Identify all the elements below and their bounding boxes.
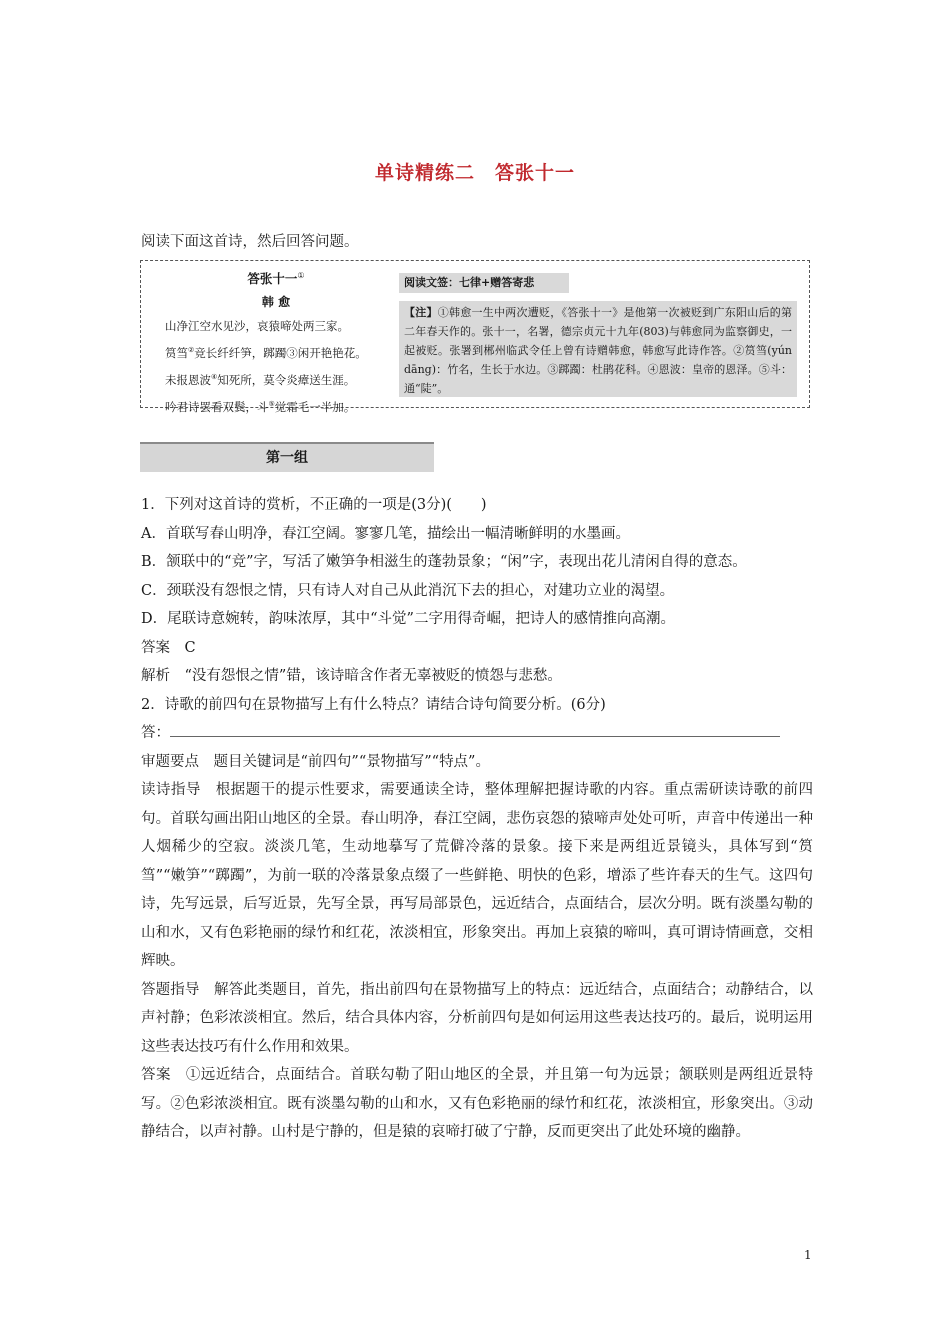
analysis-1: 解析 “没有怨恨之情”错，该诗暗含作者无辜被贬的愤怨与悲愁。 (141, 668, 562, 684)
answer-2: 答案 ①远近结合，点面结合。首联勾勒了阳山地区的全景，并且第一句为远景；颔联则是两组近景特写。②色彩浓淡相宜。既有淡墨勾勒的山和水，又有色彩艳丽的绿竹和红花，浓淡相宜，形象突出。③动静结合，以声衬静。山村是宁静的，但是猿的哀啼打破了宁静，反而更突出了此处环境的幽静。 (141, 1067, 813, 1140)
intro-text: 阅读下面这首诗，然后回答问题。 (141, 234, 359, 250)
answer-underline (170, 722, 780, 737)
question-1-stem: 1．下列对这首诗的赏析，不正确的一项是(3分)( ) (141, 497, 487, 513)
question-2-stem: 2．诗歌的前四句在景物描写上有什么特点？请结合诗句简要分析。(6分) (141, 696, 606, 713)
poem-line: 吟君诗罢看双鬓，斗⑤觉霜毛一半加。 (165, 399, 356, 414)
reading-guide: 读诗指导 根据题干的提示性要求，需要通读全诗，整体理解把握诗歌的内容。重点需研读诗歌的前四句。首联勾画出阳山地区的全景。春山明净，春江空阔，悲伤哀怨的猿啼声处处可听，声音中传递出一种人烟稀少的空寂。淡淡几笔，生动地摹写了荒僻冷落的景象。接下来是两组近景镜头，具体写到“筼筜”“嫩笋”“踯躅”，为前一联的冷落景象点缀了一些鲜艳、明快的色彩，增添了些许春天的生气。这四句诗，先写远景，后写近景，先写全景，再写局部景色，远近结合，点面结合，层次分明。既有淡墨勾勒的山和水，又有色彩艳丽的绿竹和红花，浓淡相宜，形象突出。再加上哀猿的啼叫，真可谓诗情画意，交相辉映。 (141, 782, 813, 969)
answer-guide: 答题指导 解答此类题目，首先，指出前四句在景物描写上的特点：远近结合，点面结合；动静结合，以声衬静；色彩浓淡相宜。然后，结合具体内容，分析前四句是如何运用这些表达技巧的。最后，说明运用这些表达技巧有什么作用和效果。 (141, 981, 813, 1055)
poem-line: 山净江空水见沙，哀猿啼处两三家。 (165, 319, 349, 333)
page-title: 单诗精练二 答张十一 (374, 162, 575, 184)
poem-line: 筼筜②竞长纤纤笋，踯躅③闲开艳艳花。 (165, 345, 367, 360)
option-d: D．尾联诗意婉转，韵味浓厚，其中“斗觉”二字用得奇崛，把诗人的感情推向高潮。 (141, 611, 675, 627)
poem-notes: 【注】①韩愈一生中两次遭贬，《答张十一》是他第一次被贬到广东阳山后的第二年春天作的。张十一，名署，德宗贞元十九年(803)与韩愈同为监察御史，一起被贬。张署到郴州临武令任上曾有诗赠韩愈，韩愈写此诗作答。②筼筜(yún dāng)：竹名，生长于水边。③踯躅：杜鹃花科。④恩波：皇帝的恩泽。⑤斗：通“陡”。 (399, 301, 797, 397)
reading-tag: 阅读文签：七律+赠答寄悲 (399, 273, 569, 293)
answer-1: 答案 C (141, 639, 196, 656)
answer-2-blank: 答： (141, 719, 813, 748)
option-c: C．颈联没有怨恨之情，只有诗人对自己从此消沉下去的担心，对建功立业的渴望。 (141, 582, 675, 599)
poem-box (140, 260, 810, 414)
option-b: B．颔联中的“竞”字，写活了嫩笋争相滋生的蓬勃景象；“闲”字，表现出花儿清闲自得的意态。 (141, 554, 747, 570)
option-a: A．首联写春山明净，春江空阔。寥寥几笔，描绘出一幅清晰鲜明的水墨画。 (141, 525, 630, 542)
poem-title: 答张十一① (247, 270, 305, 286)
questions (141, 491, 813, 1147)
poem-text (165, 269, 387, 418)
page-number: 1 (804, 1248, 812, 1262)
poem-line: 未报恩波④知死所，莫令炎瘴送生涯。 (165, 372, 356, 387)
exam-key-points: 审题要点 题目关键词是“前四句”“景物描写”“特点”。 (141, 753, 490, 770)
group-heading: 第一组 (140, 442, 434, 472)
poem-author: 韩 愈 (261, 295, 291, 309)
